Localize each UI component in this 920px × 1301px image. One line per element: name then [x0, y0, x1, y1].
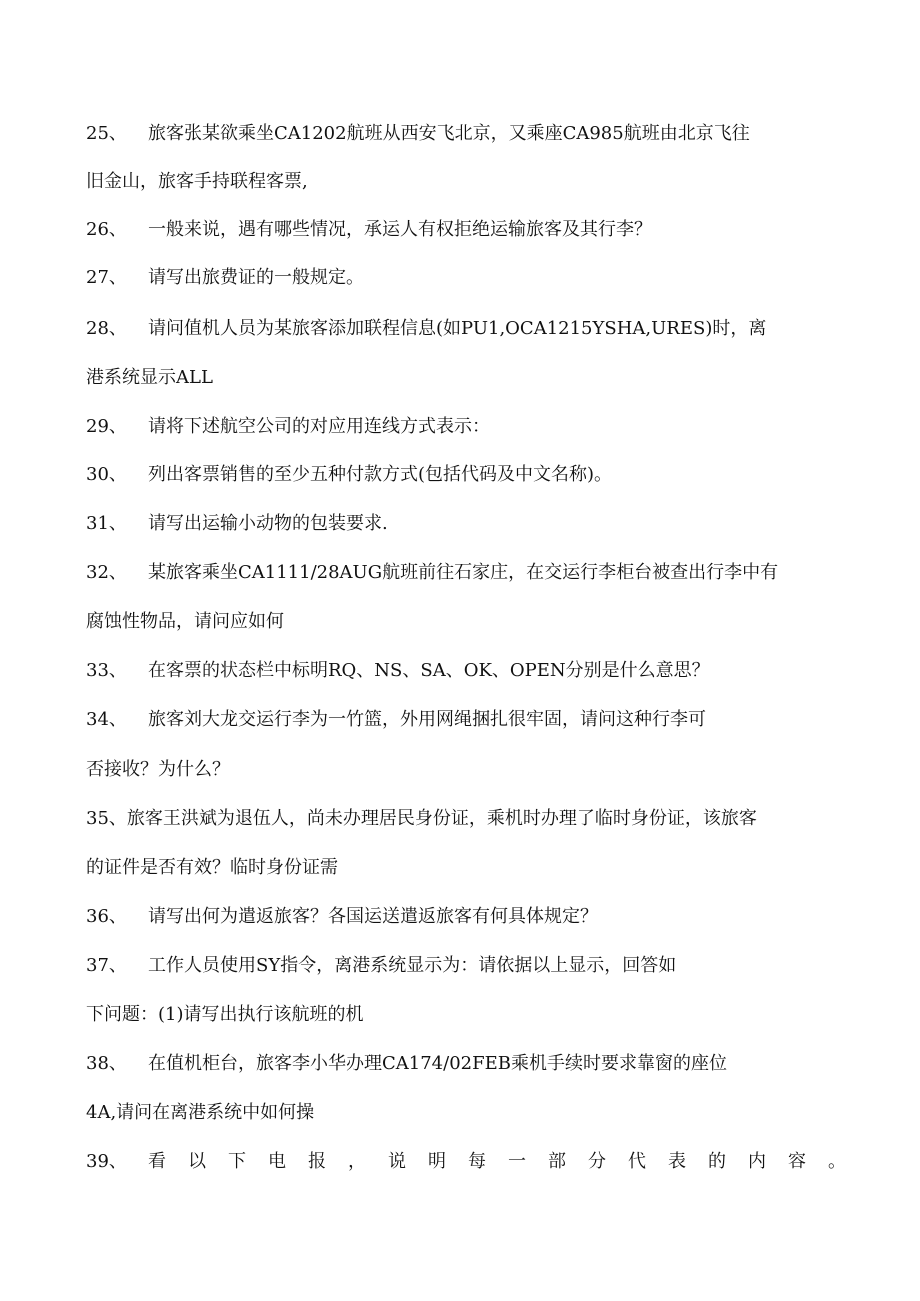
question-text: 旅客张某欲乘坐CA1202航班从西安飞北京，又乘座CA985航班由北京飞往: [148, 123, 750, 144]
question-35-continuation: 的证件是否有效？临时身份证需: [86, 857, 338, 878]
question-31: [86, 512, 388, 536]
question-number: 36、: [86, 906, 127, 927]
question-number: 28、: [86, 318, 127, 339]
question-number: 31、: [86, 513, 127, 534]
question-26: [86, 218, 652, 242]
question-text: 列出客票销售的至少五种付款方式(包括代码及中文名称)。: [148, 464, 613, 485]
question-34-continuation: 否接收？为什么？: [86, 759, 230, 780]
question-number: 29、: [86, 416, 127, 437]
question-number: 25、: [86, 123, 127, 144]
question-number: 26、: [86, 219, 127, 240]
question-text: 旅客刘大龙交运行李为一竹篮，外用网绳捆扎很牢固，请问这种行李可: [148, 709, 706, 730]
question-32: [86, 561, 778, 585]
question-28-continuation: 港系统显示ALL: [86, 367, 213, 388]
question-38: [86, 1052, 727, 1076]
question-text: 请写出运输小动物的包装要求.: [148, 513, 388, 534]
question-35: [86, 807, 757, 831]
question-38-continuation: 4A,请问在离港系统中如何操: [86, 1102, 315, 1123]
question-25: [86, 122, 750, 146]
question-text: 旅客王洪斌为退伍人，尚未办理居民身份证，乘机时办理了临时身份证，该旅客: [126, 808, 757, 829]
question-text: 在值机柜台，旅客李小华办理CA174/02FEB乘机手续时要求靠窗的座位: [148, 1053, 727, 1074]
question-number: 34、: [86, 709, 127, 730]
question-37: [86, 954, 676, 978]
question-28: [86, 317, 766, 341]
question-39: [86, 1150, 868, 1174]
question-number: 27、: [86, 267, 127, 288]
question-30: [86, 463, 612, 487]
question-number: 38、: [86, 1053, 127, 1074]
question-text: 工作人员使用SY指令，离港系统显示为：请依据以上显示，回答如: [148, 955, 677, 976]
question-text: 请问值机人员为某旅客添加联程信息(如PU1,OCA1215YSHA,URES)时，离: [148, 318, 767, 339]
question-text: 请写出何为遣返旅客？各国运送遣返旅客有何具体规定？: [148, 906, 598, 927]
question-text: 在客票的状态栏中标明RQ、NS、SA、OK、OPEN分别是什么意思？: [148, 660, 710, 681]
question-text: 某旅客乘坐CA1111/28AUG航班前往石家庄，在交运行李柜台被查出行李中有: [148, 562, 779, 583]
question-37-continuation: 下问题：(1)请写出执行该航班的机: [86, 1004, 364, 1025]
question-number: 32、: [86, 562, 127, 583]
question-text: 一般来说，遇有哪些情况，承运人有权拒绝运输旅客及其行李？: [148, 219, 652, 240]
question-27: [86, 266, 364, 290]
question-36: [86, 905, 598, 929]
question-32-continuation: 腐蚀性物品，请问应如何: [86, 611, 284, 632]
question-number: 30、: [86, 464, 127, 485]
question-29: [86, 415, 490, 439]
question-number: 35、: [86, 808, 127, 829]
question-text: 请写出旅费证的一般规定。: [148, 267, 364, 288]
question-33: [86, 659, 710, 683]
question-34: [86, 708, 706, 732]
question-text: 请将下述航空公司的对应用连线方式表示：: [148, 416, 490, 437]
question-25-continuation: 旧金山，旅客手持联程客票,: [86, 171, 308, 192]
question-text: 看以下电报，说明每一部分代表的内容。: [148, 1151, 868, 1172]
question-number: 39、: [86, 1151, 127, 1172]
question-number: 33、: [86, 660, 127, 681]
question-number: 37、: [86, 955, 127, 976]
